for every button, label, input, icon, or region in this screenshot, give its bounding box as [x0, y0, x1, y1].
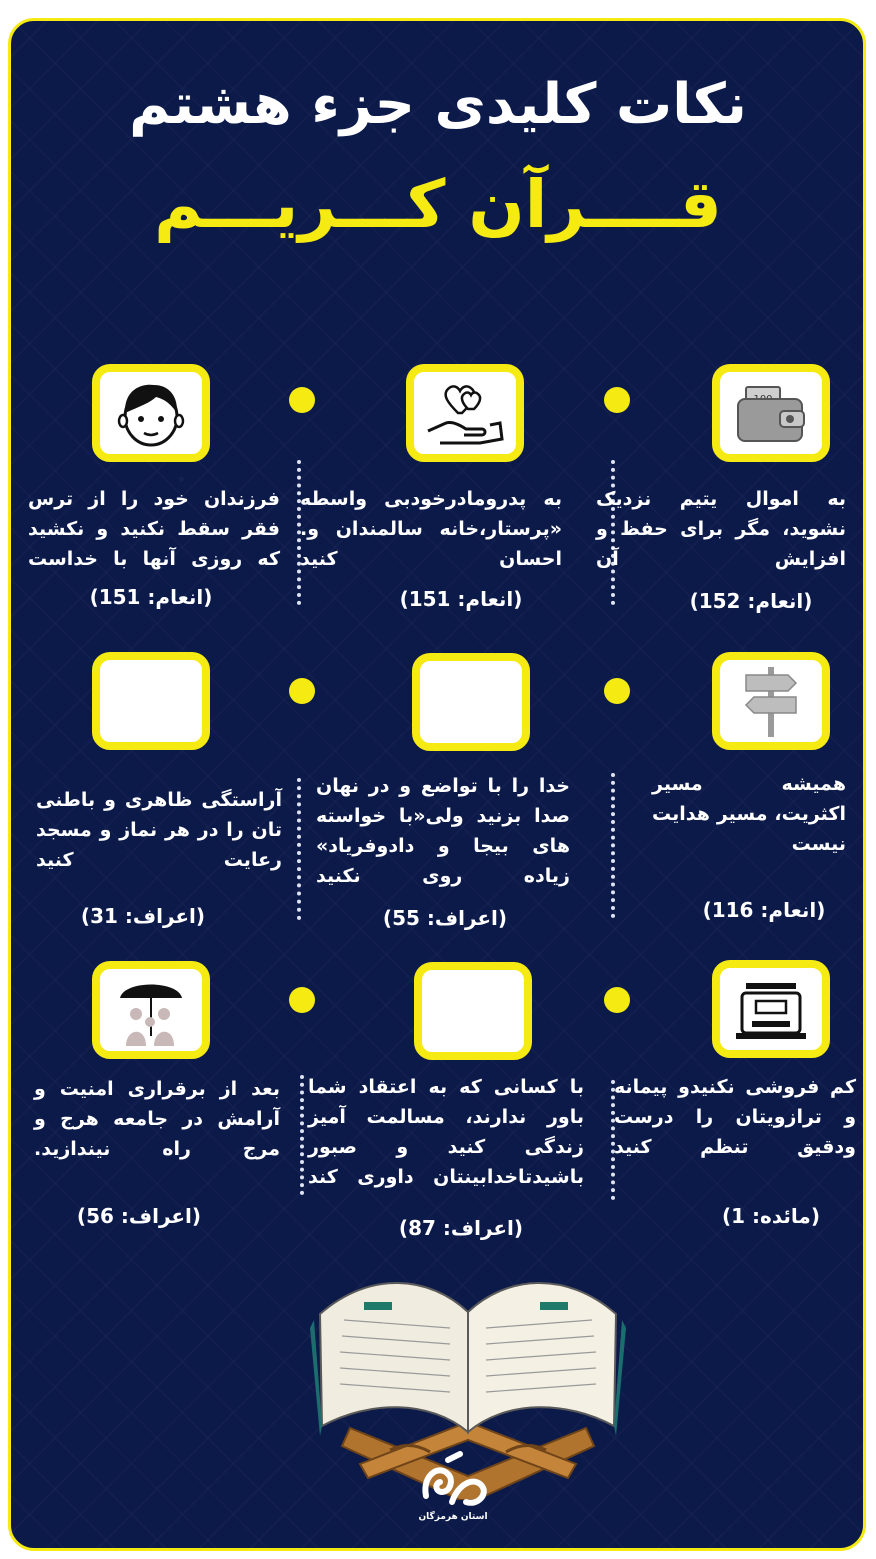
bullet-dot [604, 387, 630, 413]
wallet-icon [712, 364, 830, 462]
item-reference: (انعام: 151) [89, 585, 213, 609]
bullet-dot [604, 678, 630, 704]
item-text: کم فروشی نکنیدو پیمانه و ترازویتان را درست ودقیق تنظم کنید [614, 1076, 856, 1158]
dotted-divider [297, 778, 301, 920]
item-text: بعد از برقراری امنیت و آرامش در جامعه هرج و مرج راه نیندازید. [34, 1078, 280, 1160]
item-reference: (اعراف: 55) [382, 906, 508, 930]
family-umbrella-icon [92, 961, 210, 1059]
signpost-icon [712, 652, 830, 750]
item-reference: (مائده: 1) [722, 1204, 820, 1228]
bullet-dot [289, 987, 315, 1013]
bullet-dot [289, 387, 315, 413]
person-icon [92, 652, 210, 750]
item-text: همیشه مسیر اکثریت، مسیر هدایت نیست [652, 773, 846, 855]
scale-icon [712, 960, 830, 1058]
item-reference: (اعراف: 56) [76, 1204, 202, 1228]
logo-caption: استان هرمزگان [418, 1512, 488, 1522]
dotted-divider [611, 773, 615, 918]
justice-scale-icon [414, 962, 532, 1060]
page-subtitle: قــــرآن کـــریـــم [154, 166, 722, 243]
item-reference: (اعراف: 31) [80, 904, 206, 928]
item-text: با کسانی که به اعتقاد شما باور ندارند، مسالمت آمیز زندگی کنید و صبور باشیدتاخدابینتان داوری کند [308, 1076, 584, 1188]
item-text: آراستگی ظاهری و باطنی تان را در هر نماز و مسجد رعایت کنید [36, 789, 282, 871]
bullet-dot [604, 987, 630, 1013]
dotted-divider [300, 1075, 304, 1195]
item-reference: (انعام: 151) [399, 587, 523, 611]
item-reference: (انعام: 152) [689, 589, 813, 613]
bullet-dot [289, 678, 315, 704]
praying-person-icon [412, 653, 530, 751]
item-reference: (اعراف: 87) [398, 1216, 524, 1240]
item-reference: (انعام: 116) [702, 898, 826, 922]
heart-hands-icon [406, 364, 524, 462]
item-text: به پدرومادرخودبی واسطه «پرستار،خانه سالمندان و. احسان کنید [300, 488, 562, 570]
item-text: فرزندان خود را از ترس فقر سقط نکنید و نکشید که روزی آنها با خداست [28, 488, 280, 570]
item-text: خدا را با تواضع و در نهان صدا بزنید ولی«با خواسته های بیجا و دادوفریاد» زیاده روی نکنید [316, 775, 570, 887]
child-face-icon [92, 364, 210, 462]
page-title: نکات کلیدی جزء هشتم [129, 72, 747, 137]
item-text: به اموال یتیم نزدیک نشوید، مگر برای حفظ و افزایش آن [596, 488, 846, 570]
